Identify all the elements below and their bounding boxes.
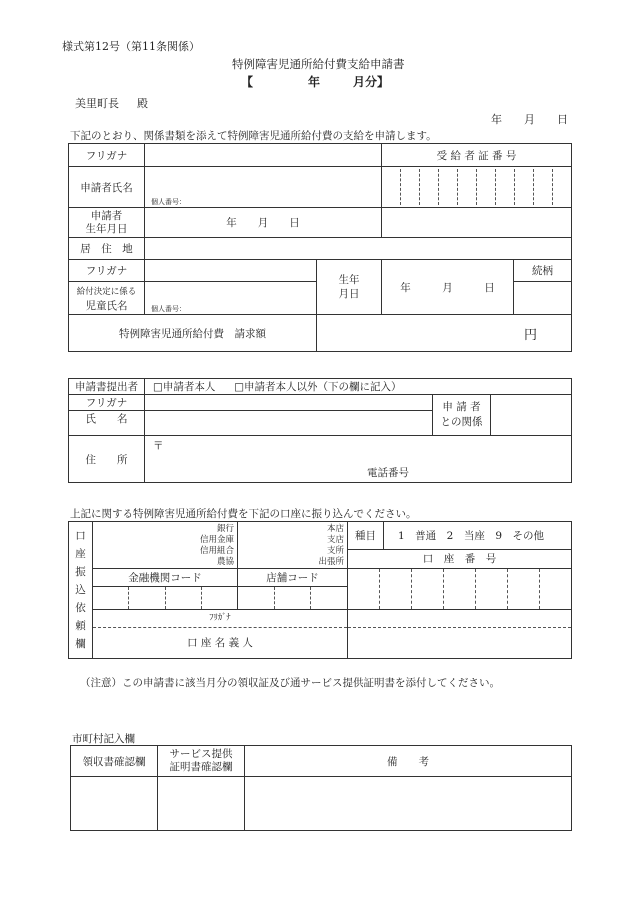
sub-name-label: 氏 名 bbox=[69, 411, 145, 436]
holder-label: 口 座 名 義 人 bbox=[187, 637, 253, 649]
note: （注意）この申請書に該当月分の領収証及び通サービス提供証明書を添付してください。 bbox=[80, 677, 500, 689]
address-label: 居 住 地 bbox=[69, 238, 145, 260]
holder-field[interactable] bbox=[348, 610, 572, 659]
municipal-heading: 市町村記入欄 bbox=[72, 733, 135, 745]
child-name-label: 給付決定に係る 児童氏名 bbox=[69, 282, 145, 315]
remarks-field[interactable] bbox=[245, 777, 572, 831]
account-type-label: 種目 bbox=[348, 522, 384, 550]
child-furigana-field[interactable] bbox=[145, 260, 317, 282]
claim-field[interactable] bbox=[317, 315, 572, 352]
remarks-label: 備 考 bbox=[245, 746, 572, 777]
applicant-dob-field[interactable]: 年 月 日 bbox=[145, 208, 382, 238]
applicant-dob-label: 申請者 生年月日 bbox=[69, 208, 145, 238]
furigana-label: フリガナ bbox=[69, 144, 145, 167]
intro-text: 下記のとおり、関係書類を添えて特例障害児通所給付費の支給を申請します。 bbox=[70, 130, 437, 142]
applicant-table bbox=[68, 143, 572, 352]
bank-intro: 上記に関する特例障害児通所給付費を下記の口座に振り込んでください。 bbox=[70, 508, 417, 520]
account-number-field[interactable] bbox=[348, 569, 572, 610]
addressee-suffix: 殿 bbox=[137, 97, 148, 110]
period-year: 年 bbox=[308, 75, 321, 89]
service-check-label: サービス提供 証明書確認欄 bbox=[158, 746, 245, 777]
branch-type-office: 支所 bbox=[326, 546, 344, 556]
submitter-table bbox=[68, 378, 572, 483]
postal-mark: 〒 bbox=[153, 440, 164, 452]
inst-type-nokyo: 農協 bbox=[216, 557, 234, 567]
relationship-label: 続柄 bbox=[514, 260, 572, 282]
applicant-dob-extra bbox=[382, 208, 572, 238]
bank-code-field[interactable] bbox=[93, 587, 238, 610]
period-month: 月分】 bbox=[353, 75, 390, 89]
inst-type-kumiai: 信用組合 bbox=[199, 546, 234, 556]
inst-type-shinkin: 信用金庫 bbox=[199, 535, 234, 545]
option-other[interactable]: □申請者本人以外（下の欄に記入） bbox=[234, 381, 402, 393]
form-title: 特例障害児通所給付費支給申請書 bbox=[232, 57, 405, 71]
branch-type-branch: 支店 bbox=[326, 535, 344, 545]
branch-type-main: 本店 bbox=[326, 524, 344, 534]
branch-type-sub: 出張所 bbox=[318, 557, 344, 567]
cert-digit-dividers bbox=[400, 169, 553, 205]
recipient-cert-label: 受 給 者 証 番 号 bbox=[382, 144, 572, 167]
phone-label: 電話番号 bbox=[367, 467, 409, 479]
relation-label: 申 請 者 との関係 bbox=[433, 395, 491, 436]
municipal-table bbox=[70, 745, 572, 831]
bank-side-label: 口 座 振 込 依 頼 欄 bbox=[69, 522, 93, 659]
submitter-label: 申請書提出者 bbox=[69, 379, 145, 395]
relation-field[interactable] bbox=[491, 395, 572, 436]
bank-table bbox=[68, 521, 572, 659]
institution-field[interactable] bbox=[93, 522, 238, 569]
recipient-cert-field[interactable] bbox=[382, 167, 572, 208]
address-field[interactable] bbox=[145, 238, 572, 260]
receipt-check-label: 領収書確認欄 bbox=[71, 746, 158, 777]
sub-name-field[interactable] bbox=[145, 411, 433, 436]
personal-no-label: 個人番号： bbox=[151, 198, 186, 206]
account-type-options[interactable]: 1 普通 2 当座 9 その他 bbox=[384, 522, 572, 550]
addressee: 美里町長 bbox=[75, 97, 119, 110]
furigana-field[interactable] bbox=[145, 144, 382, 167]
date-year: 年 bbox=[491, 113, 502, 126]
child-dob-label: 生年 月日 bbox=[317, 260, 382, 315]
inst-type-bank: 銀行 bbox=[216, 524, 234, 534]
holder-furigana-label: ﾌﾘｶﾞﾅ bbox=[93, 610, 347, 628]
service-check-field[interactable] bbox=[158, 777, 245, 831]
branch-field[interactable] bbox=[238, 522, 348, 569]
sub-address-label: 住 所 bbox=[69, 436, 145, 483]
date-day: 日 bbox=[557, 113, 568, 126]
form-number: 様式第12号（第11条関係） bbox=[62, 40, 200, 53]
claim-label: 特例障害児通所給付費 請求額 bbox=[69, 315, 317, 352]
child-furigana-label: フリガナ bbox=[69, 260, 145, 282]
applicant-name-label: 申請者氏名 bbox=[69, 167, 145, 208]
holder-label-cell bbox=[93, 610, 348, 659]
relationship-field[interactable] bbox=[514, 282, 572, 315]
option-self[interactable]: □申請者本人 bbox=[153, 381, 216, 393]
submitter-options[interactable] bbox=[145, 379, 572, 395]
child-personal-no-label: 個人番号： bbox=[151, 305, 186, 313]
branch-code-label: 店舗コード bbox=[238, 569, 348, 587]
yen-unit: 円 bbox=[524, 327, 538, 343]
period-open: 【 bbox=[241, 75, 254, 89]
sub-furigana-label: フリガナ bbox=[69, 395, 145, 411]
child-name-field[interactable] bbox=[145, 282, 317, 315]
bank-code-label: 金融機関コード bbox=[93, 569, 238, 587]
applicant-name-field[interactable] bbox=[145, 167, 382, 208]
receipt-check-field[interactable] bbox=[71, 777, 158, 831]
sub-furigana-field[interactable] bbox=[145, 395, 433, 411]
account-number-label: 口 座 番 号 bbox=[348, 549, 572, 568]
branch-code-field[interactable] bbox=[238, 587, 348, 610]
date-month: 月 bbox=[524, 113, 535, 126]
sub-address-field[interactable] bbox=[145, 436, 572, 483]
child-dob-field[interactable]: 年 月 日 bbox=[382, 260, 514, 315]
